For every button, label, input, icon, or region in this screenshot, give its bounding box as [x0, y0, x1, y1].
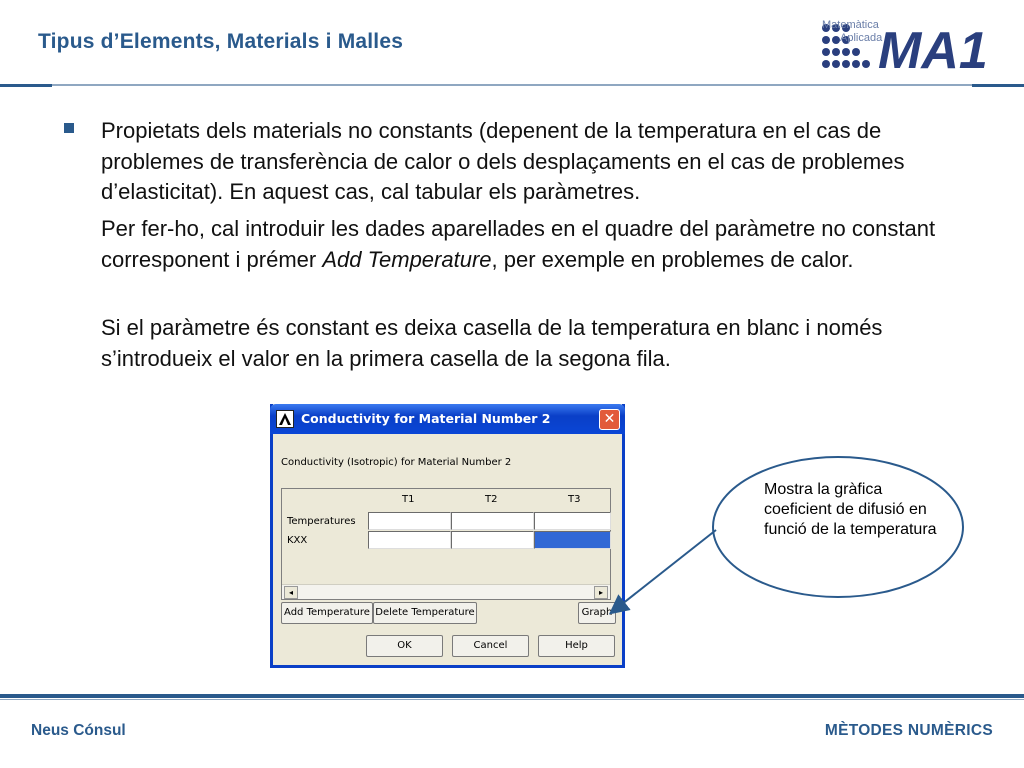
dialog-subtitle: Conductivity (Isotropic) for Material Number 2 — [281, 457, 512, 468]
close-icon[interactable]: ✕ — [599, 409, 620, 430]
dialog-title: Conductivity for Material Number 2 — [301, 411, 551, 426]
temperature-t1-input[interactable] — [368, 512, 451, 530]
column-header-t2: T2 — [485, 494, 498, 505]
header-divider-accent-left — [0, 84, 52, 87]
paragraph-2 — [101, 214, 971, 275]
scroll-right-icon[interactable]: ▸ — [594, 586, 608, 599]
cancel-button[interactable]: Cancel — [452, 635, 529, 657]
delete-temperature-button[interactable]: Delete Temperature — [373, 602, 477, 624]
help-button[interactable]: Help — [538, 635, 615, 657]
temperature-t2-input[interactable] — [451, 512, 534, 530]
paragraph-1: Propietats dels materials no constants (depenent de la temperatura en el cas de problemes de transferència de calor o dels desplaçaments en el cas de problemes d’elasticitat). En aquest cas, cal tabular els paràmetres. — [101, 118, 905, 204]
footer-course: MÈTODES NUMÈRICS — [824, 722, 993, 739]
logo-text-line1: Matemàtica — [822, 19, 879, 31]
footer-author: Neus Cónsul — [31, 722, 126, 739]
horizontal-scrollbar[interactable] — [282, 584, 610, 599]
footer-divider — [0, 694, 1024, 698]
logo — [818, 14, 998, 72]
header-divider-accent-right — [972, 84, 1024, 87]
paragraph-2-italic: Add Temperature — [322, 246, 492, 272]
scroll-track[interactable] — [300, 587, 594, 598]
graph-button[interactable]: Graph — [578, 602, 616, 624]
slide-title: Tipus d’Elements, Materials i Malles — [38, 30, 404, 53]
row-header-temperatures: Temperatures — [287, 516, 356, 527]
callout-shape — [600, 448, 980, 638]
add-temperature-button[interactable]: Add Temperature — [281, 602, 373, 624]
row-header-kxx: KXX — [287, 535, 308, 546]
column-header-t3: T3 — [568, 494, 581, 505]
property-table — [281, 488, 611, 600]
kxx-t2-input[interactable] — [451, 531, 534, 549]
logo-text-line2: Aplicada — [840, 32, 883, 44]
scroll-left-icon[interactable]: ◂ — [284, 586, 298, 599]
column-header-t1: T1 — [402, 494, 415, 505]
ok-button[interactable]: OK — [366, 635, 443, 657]
logo-mark: MA1 — [878, 22, 988, 72]
paragraph-3: Si el paràmetre és constant es deixa casella de la temperatura en blanc i només s’introdueix el valor en la primera casella de la segona fila. — [101, 315, 883, 371]
callout-text: Mostra la gràfica coeficient de difusió en funció de la temperatura — [764, 481, 937, 538]
ansys-app-icon — [276, 410, 294, 428]
dialog-title-bar[interactable] — [270, 404, 625, 434]
header-divider — [0, 84, 1024, 86]
footer-divider-thin — [0, 699, 1024, 700]
callout-arrow — [612, 530, 716, 612]
paragraph-2-start: Per fer-ho, cal introduir les dades aparellades en el quadre del paràmetre no constant corresponent i prémer — [101, 216, 936, 272]
bullet-square-icon — [64, 123, 74, 133]
kxx-t1-input[interactable] — [368, 531, 451, 549]
paragraph-2-end: , per exemple en problemes de calor. — [491, 246, 854, 272]
conductivity-dialog — [270, 404, 625, 668]
